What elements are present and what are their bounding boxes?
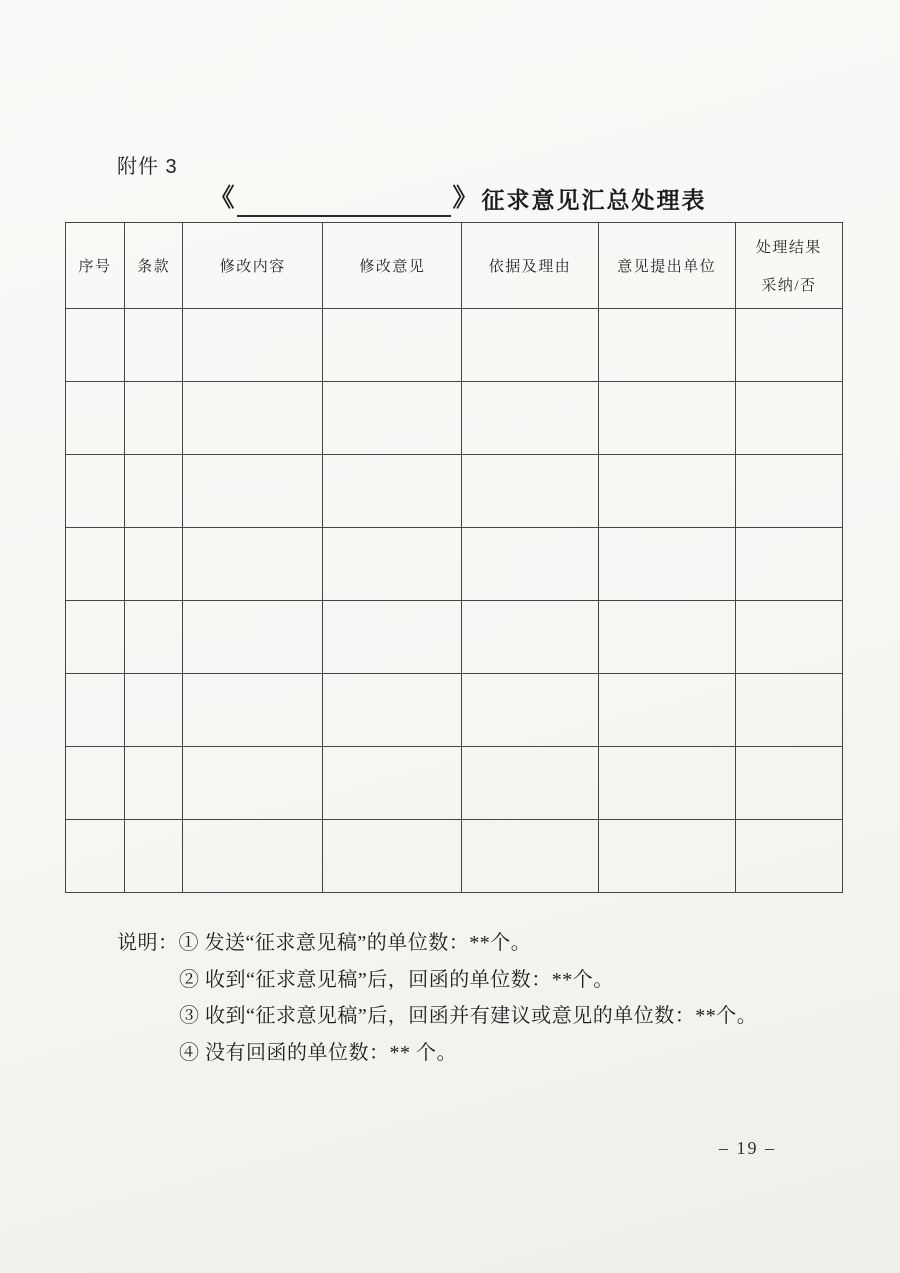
table-cell	[183, 309, 323, 382]
note-item-4: ④ 没有回函的单位数：** 个。	[179, 1041, 457, 1064]
table-cell	[323, 820, 462, 893]
table-cell	[183, 674, 323, 747]
note-line	[117, 998, 757, 1035]
table-row	[66, 601, 843, 674]
table-cell	[66, 601, 125, 674]
title-close-bracket: 》	[452, 185, 478, 212]
table-row	[66, 455, 843, 528]
table-cell	[735, 309, 842, 382]
col-header-proposing-unit: 意见提出单位	[598, 223, 735, 309]
table-body	[66, 309, 843, 893]
table-cell	[598, 382, 735, 455]
table-cell	[598, 528, 735, 601]
table-cell	[183, 455, 323, 528]
col-header-result	[735, 223, 842, 309]
table-row	[66, 820, 843, 893]
table-cell	[323, 309, 462, 382]
table-cell	[125, 382, 183, 455]
note-line	[117, 925, 757, 962]
page-number: – 19 –	[719, 1138, 776, 1158]
note-item-1: ① 发送“征求意见稿”的单位数：**个。	[178, 932, 532, 954]
table-cell	[66, 820, 125, 893]
table-cell	[735, 455, 842, 528]
table-cell	[183, 820, 323, 893]
table-cell	[323, 528, 462, 601]
table-cell	[183, 601, 323, 674]
summary-table	[65, 222, 843, 893]
form-title	[0, 183, 900, 216]
attachment-label: 附件 3	[117, 156, 178, 178]
table-cell	[735, 747, 842, 820]
table-cell	[323, 382, 462, 455]
table-cell	[125, 309, 183, 382]
table-cell	[125, 528, 183, 601]
table-cell	[66, 747, 125, 820]
note-item-3: ③ 收到“征求意见稿”后，回函并有建议或意见的单位数：**个。	[179, 1005, 758, 1027]
table-cell	[125, 820, 183, 893]
col-header-result-line1: 处理结果	[755, 240, 822, 256]
table-cell	[125, 674, 183, 747]
table-cell	[323, 674, 462, 747]
table-cell	[323, 601, 462, 674]
table-cell	[125, 601, 183, 674]
table-cell	[462, 820, 598, 893]
table-cell	[323, 747, 462, 820]
table-cell	[598, 455, 735, 528]
table-cell	[66, 455, 125, 528]
notes-section	[117, 925, 757, 1071]
table-cell	[183, 382, 323, 455]
col-header-serial: 序号	[66, 223, 125, 309]
table-cell	[66, 674, 125, 747]
table-cell	[66, 528, 125, 601]
table-cell	[598, 747, 735, 820]
table-row	[66, 309, 843, 382]
table-cell	[183, 528, 323, 601]
table-row	[66, 747, 843, 820]
table-cell	[735, 382, 842, 455]
table-cell	[323, 455, 462, 528]
col-header-modification-opinion: 修改意见	[323, 223, 462, 309]
table-cell	[598, 674, 735, 747]
col-header-result-line2: 采纳/否	[761, 278, 817, 294]
table-cell	[735, 528, 842, 601]
table-cell	[598, 309, 735, 382]
table-header-row	[66, 223, 843, 309]
title-blank-underline	[237, 189, 451, 217]
table-cell	[462, 601, 598, 674]
col-header-basis-reason: 依据及理由	[462, 223, 598, 309]
table-cell	[462, 674, 598, 747]
table-header	[66, 223, 843, 309]
col-header-clause: 条款	[125, 223, 183, 309]
table-cell	[462, 455, 598, 528]
table-cell	[125, 455, 183, 528]
table-cell	[462, 382, 598, 455]
table-cell	[183, 747, 323, 820]
table-cell	[735, 820, 842, 893]
table-row	[66, 528, 843, 601]
title-text: 征求意见汇总处理表	[481, 187, 707, 213]
table-cell	[462, 528, 598, 601]
table-cell	[735, 601, 842, 674]
note-item-2: ② 收到“征求意见稿”后，回函的单位数：**个。	[179, 968, 614, 991]
table-cell	[735, 674, 842, 747]
table-row	[66, 382, 843, 455]
table-cell	[66, 309, 125, 382]
table-cell	[598, 601, 735, 674]
table-cell	[598, 820, 735, 893]
table-cell	[66, 382, 125, 455]
title-open-bracket: 《	[209, 185, 235, 212]
table-row	[66, 674, 843, 747]
col-header-modified-content: 修改内容	[183, 223, 323, 309]
table-cell	[125, 747, 183, 820]
note-line	[117, 962, 757, 999]
note-line	[117, 1035, 757, 1072]
notes-label: 说明：	[117, 932, 179, 954]
table-cell	[462, 747, 598, 820]
table-cell	[462, 309, 598, 382]
